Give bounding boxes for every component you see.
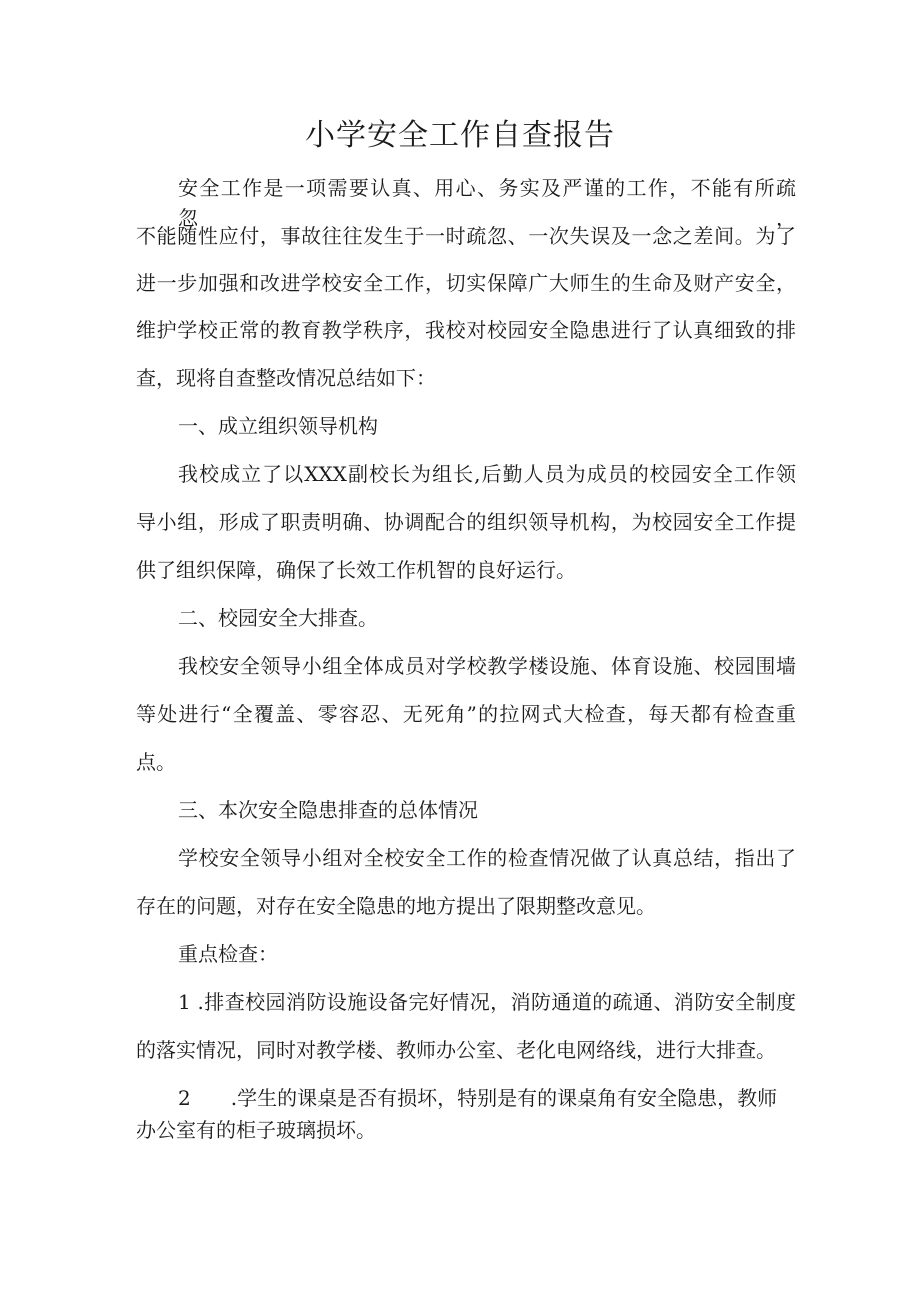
body-line: 供了组织保障，确保了长效工作机智的良好运行。 bbox=[136, 558, 576, 582]
section-heading: 一、成立组织领导机构 bbox=[178, 414, 378, 438]
body-line: 学校安全领导小组对全校安全工作的检查情况做了认真总结，指出了 bbox=[178, 846, 796, 870]
intro-line: 查，现将自查整改情况总结如下： bbox=[136, 366, 436, 390]
body-line: 导小组，形成了职责明确、协调配合的组织领导机构，为校园安全工作提 bbox=[136, 510, 796, 534]
intro-line: 安全工作是一项需要认真、用心、务实及严谨的工作，不能有所疏忽， bbox=[178, 176, 796, 230]
intro-line: 维护学校正常的教育教学秩序，我校对校园安全隐患进行了认真细致的排 bbox=[136, 318, 796, 342]
page-title: 小学安全工作自查报告 bbox=[305, 118, 615, 153]
section-heading: 二、校园安全大排查。 bbox=[178, 606, 378, 630]
body-line: 点。 bbox=[136, 750, 176, 774]
list-item bbox=[178, 987, 796, 1017]
list-item-continuation: 的落实情况，同时对教学楼、教师办公室、老化电网络线，进行大排查。 bbox=[136, 1038, 776, 1062]
body-line: 等处进行“全覆盖、零容忍、无死角”的拉网式大检查，每天都有检查重 bbox=[136, 702, 796, 726]
list-item-number: 2 bbox=[178, 1086, 191, 1110]
list-item-text: .排查校园消防设施设备完好情况，消防通道的疏通、消防安全制度 bbox=[197, 990, 797, 1014]
list-item-continuation: 办公室有的柜子玻璃损坏。 bbox=[136, 1118, 376, 1142]
intro-line: 不能随性应付，事故往往发生于一时疏忽、一次失误及一念之差间。为了 bbox=[136, 224, 796, 248]
section-heading: 三、本次安全隐患排查的总体情况 bbox=[178, 798, 478, 822]
focus-label: 重点检查： bbox=[178, 942, 278, 966]
list-item bbox=[178, 1083, 796, 1113]
intro-line: 进一步加强和改进学校安全工作，切实保障广大师生的生命及财产安全， bbox=[136, 271, 796, 295]
body-line: 存在的问题，对存在安全隐患的地方提出了限期整改意见。 bbox=[136, 894, 656, 918]
list-item-number: 1 bbox=[178, 990, 191, 1014]
body-line: 我校成立了以XXX副校长为组长,后勤人员为成员的校园安全工作领 bbox=[178, 462, 796, 486]
body-line: 我校安全领导小组全体成员对学校教学楼设施、体育设施、校园围墙 bbox=[178, 654, 796, 678]
list-item-text: .学生的课桌是否有损坏，特别是有的课桌角有安全隐患，教师 bbox=[230, 1086, 778, 1110]
